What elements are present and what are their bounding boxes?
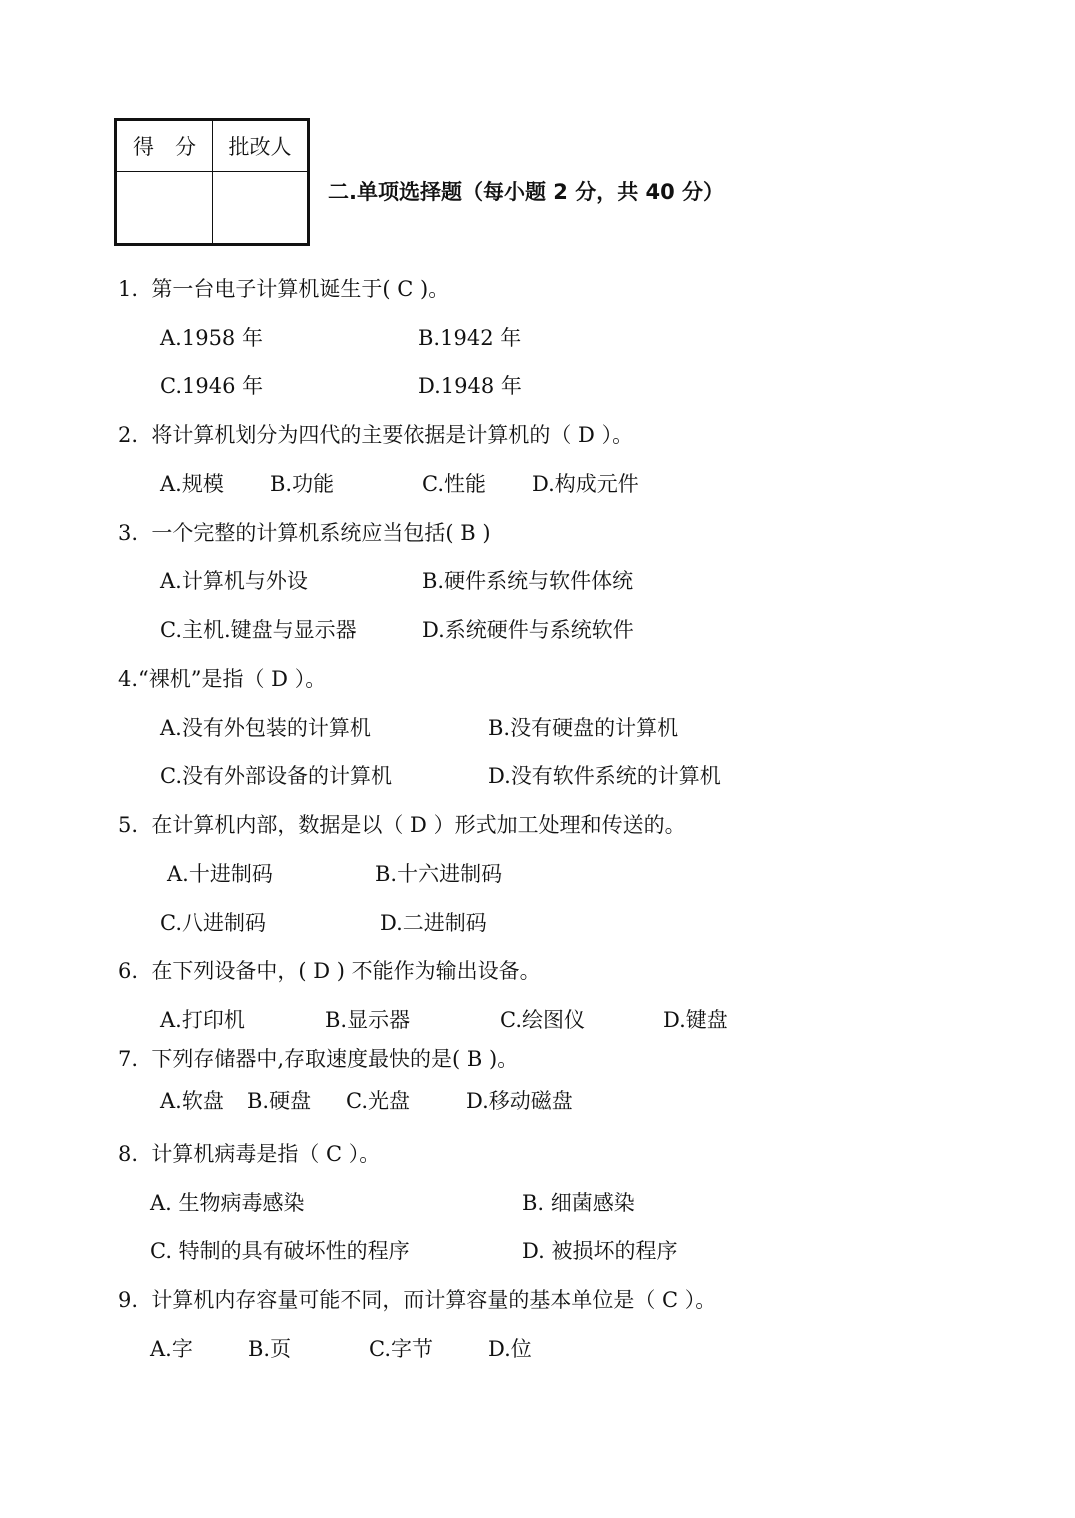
q5-option-c: C.八进制码 — [160, 911, 266, 935]
score-cell[interactable] — [116, 172, 213, 245]
q3-option-b: B.硬件系统与软件体统 — [422, 569, 634, 593]
q4-option-c: C.没有外部设备的计算机 — [160, 764, 392, 788]
q2-option-b: B.功能 — [270, 472, 335, 496]
q6-option-d: D.键盘 — [663, 1008, 728, 1032]
q7-option-a: A.软盘 — [160, 1089, 224, 1113]
q4-option-d: D.没有软件系统的计算机 — [488, 764, 721, 788]
q5-option-a: A.十进制码 — [167, 862, 273, 886]
q7-option-c: C.光盘 — [346, 1089, 410, 1113]
q6-option-c: C.绘图仪 — [500, 1008, 585, 1032]
q9-option-c: C.字节 — [369, 1337, 433, 1361]
q2-option-a: A.规模 — [160, 472, 224, 496]
q9-option-b: B.页 — [248, 1337, 292, 1361]
q8-option-c: C. 特制的具有破坏性的程序 — [150, 1239, 410, 1263]
q2-option-c: C.性能 — [422, 472, 486, 496]
question-2-stem: 2. 将计算机划分为四代的主要依据是计算机的（ D ）。 — [118, 423, 634, 447]
grader-cell[interactable] — [213, 172, 309, 245]
question-1-stem: 1. 第一台电子计算机诞生于( C )。 — [118, 277, 450, 301]
q4-option-a: A.没有外包装的计算机 — [160, 716, 371, 740]
q5-option-d: D.二进制码 — [380, 911, 487, 935]
question-7-stem: 7. 下列存储器中,存取速度最快的是( B )。 — [118, 1047, 519, 1071]
q2-option-d: D.构成元件 — [532, 472, 639, 496]
q7-option-b: B.硬盘 — [247, 1089, 312, 1113]
question-6-stem: 6. 在下列设备中，( D ) 不能作为输出设备。 — [118, 959, 541, 983]
q8-option-b: B. 细菌感染 — [522, 1191, 635, 1215]
section-title: 二.单项选择题（每小题 2 分，共 40 分） — [328, 180, 725, 204]
q7-option-d: D.移动磁盘 — [466, 1089, 573, 1113]
q9-option-a: A.字 — [150, 1337, 193, 1361]
q1-option-c: C.1946 年 — [160, 374, 264, 398]
q5-option-b: B.十六进制码 — [375, 862, 503, 886]
q3-option-d: D.系统硬件与系统软件 — [422, 618, 634, 642]
question-3-stem: 3. 一个完整的计算机系统应当包括( B ) — [118, 521, 491, 545]
score-label: 得 分 — [116, 120, 213, 172]
q3-option-c: C.主机.键盘与显示器 — [160, 618, 357, 642]
q1-option-d: D.1948 年 — [418, 374, 522, 398]
question-9-stem: 9. 计算机内存容量可能不同，而计算容量的基本单位是（ C ）。 — [118, 1288, 717, 1312]
grader-label: 批改人 — [213, 120, 309, 172]
q1-option-a: A.1958 年 — [160, 326, 263, 350]
q1-option-b: B.1942 年 — [418, 326, 522, 350]
q4-option-b: B.没有硬盘的计算机 — [488, 716, 679, 740]
q8-option-d: D. 被损坏的程序 — [522, 1239, 678, 1263]
q6-option-b: B.显示器 — [325, 1008, 411, 1032]
score-box — [114, 118, 310, 246]
q6-option-a: A.打印机 — [160, 1008, 245, 1032]
q9-option-d: D.位 — [488, 1337, 532, 1361]
question-8-stem: 8. 计算机病毒是指（ C ）。 — [118, 1142, 381, 1166]
question-4-stem: 4.“裸机”是指（ D ）。 — [118, 667, 327, 691]
q3-option-a: A.计算机与外设 — [160, 569, 308, 593]
q8-option-a: A. 生物病毒感染 — [150, 1191, 305, 1215]
question-5-stem: 5. 在计算机内部，数据是以（ D ）形式加工处理和传送的。 — [118, 813, 686, 837]
